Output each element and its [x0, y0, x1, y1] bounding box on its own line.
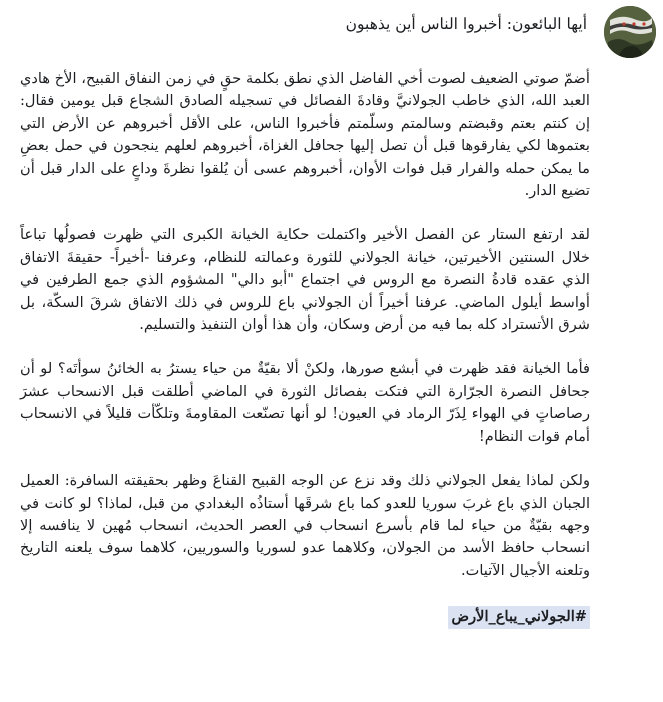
post-paragraph: فأما الخيانة فقد ظهرت في أبشع صورها، ولكنْ ألا بقيّةٌ من حياء يسترُ به الخائنُ سوأتَه؟ لو أن جحافل النصرة الجرّارة التي فتكت بفصائل الثورة في الماضي أطلقت قبل الانسحاب عشرَ رصاصاتٍ في الهواء لِذَرّ الرماد في العيون! لو أنها تصنّعت المقاومةَ وتلكّأت قليلاً في الانسحاب أمام قوات النظام!: [20, 360, 590, 445]
profile-avatar[interactable]: [604, 6, 656, 58]
post-body: [20, 68, 590, 629]
hashtag-link[interactable]: #الجولاني_يباع_الأرض: [448, 606, 590, 628]
post-title: أيها البائعون: أخبروا الناس أين يذهبون: [345, 15, 587, 33]
hashtag-row: [20, 606, 590, 628]
post-paragraph: أضمّ صوتي الضعيف لصوت أخي الفاضل الذي نطق بكلمة حقٍ في زمن النفاق القبيح، الأخ هادي العبد الله، الذي خاطب الجولانيَّ وقادةَ الفصائل في تسجيله الصادق الشجاع قبل يومين فقال: إن كنتم بعتم وقبضتم وسالمتم وسلّمتم فأخبروا الناس، على الأقل أخبروهم عن الأرض التي بعتموها لكي يفارقوها قبل أن تصل إليها جحافل الغزاة، أخبروهم لعلهم ينجحون في حمل بعضِ ما يمكن حمله والفرار قبل فوات الأوان، أخبروهم عسى أن يُلقوا نظرةَ وداعٍ على الدار قبل أن تضيع الدار.: [20, 70, 590, 200]
post-header: [0, 0, 663, 70]
post-paragraph: ولكن لماذا يفعل الجولاني ذلك وقد نزع عن الوجه القبيح القناعَ وظهر بحقيقته السافرة: العميل الجبان الذي باع غربَ سوريا للعدو كما باع شرقَها أستاذُه البغدادي من قبل، لماذا؟ لو كانت في وجهه بقيّةٌ من حياء لما قام بأسرع انسحاب في العصر الحديث، انسحاب مُهين لا ينافسه إلا انسحاب حافظ الأسد من الجولان، وكلاهما عدو لسوريا والسوريين، كلاهما سوف يلعنه التاريخ وتلعنه الأجيال الآتيات.: [20, 472, 590, 579]
post-paragraph: لقد ارتفع الستار عن الفصل الأخير واكتملت حكاية الخيانة الكبرى التي ظهرت فصولُها تباعاً خلال السنتين الأخيرتين، خيانة الجولاني للثورة وعمالته للنظام، وعرفنا -أخيراً- حقيقةَ الاتفاق الذي عقده قادةُ النصرة مع الروس في اجتماع "أبو دالي" المشؤوم الذي جمع الطرفين في أواسط أيلول الماضي. عرفنا أخيراً أن الجولاني باع للروس في ذلك الاتفاق شرقَ السكّة، بل شرق الأتستراد كله بما فيه من أرض وسكان، وأن هذا أوان التنفيذ والتسليم.: [20, 226, 590, 334]
avatar-flag-icon: [604, 6, 656, 58]
